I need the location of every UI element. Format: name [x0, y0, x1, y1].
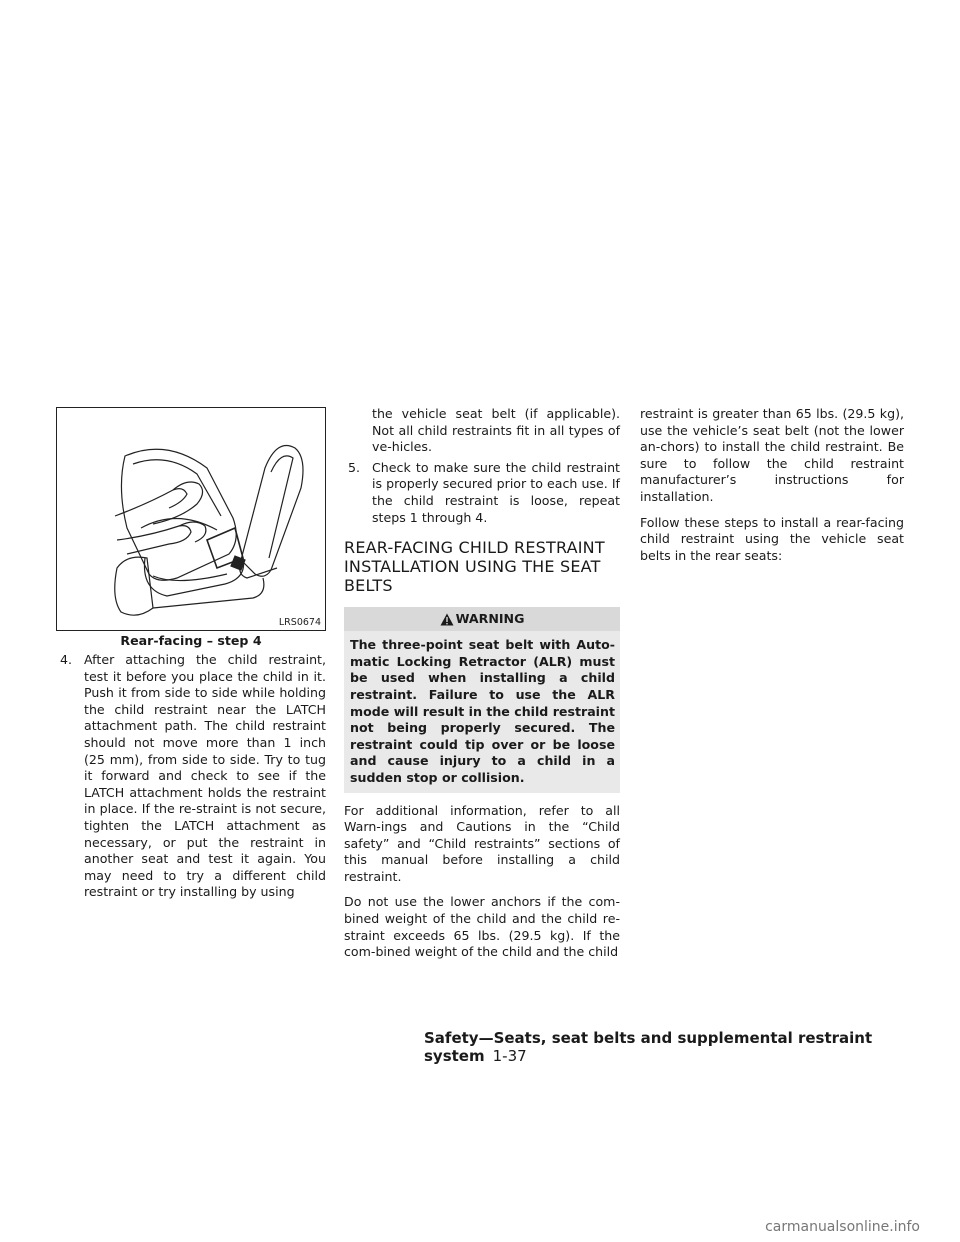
warning-icon: [440, 613, 454, 626]
step-text: After attaching the child restraint, test it before you place the child in it. Push it from side to side while holding the child restraint near the LATCH attachment path. The child restraint should not move more than 1 inch (25 mm), from side to side. Try to tug it forward and check to see if the LATCH attachment holds the restraint in place. If the re-straint is not secure, tighten the LATCH attachment as necessary, or put the restraint in another seat and test it again. You may need to try a different child restraint or try installing by using: [84, 652, 326, 900]
child-seat-illustration: [57, 408, 324, 629]
watermark: carmanualsonline.info: [765, 1219, 920, 1235]
figure-illustration: [56, 407, 326, 631]
step-4-continued: the vehicle seat belt (if applicable). Not all child restraints fit in all types of ve-hicles.: [372, 406, 620, 455]
figure-code: LRS0674: [278, 617, 321, 628]
paragraph: restraint is greater than 65 lbs. (29.5 kg), use the vehicle’s seat belt (not the lower an-chors) to install the child restraint. Be sure to follow the child restraint manufacturer’s instructions for installation.: [640, 406, 904, 504]
step-text: Check to make sure the child restraint is properly secured prior to each use. If the child restraint is loose, repeat steps 1 through 4.: [372, 459, 620, 525]
figure-caption: Rear-facing – step 4: [120, 633, 262, 648]
step-number: 5.: [348, 459, 361, 475]
warning-header: [344, 607, 620, 631]
paragraph: Follow these steps to install a rear-facing child restraint using the vehicle seat belts in the rear seats:: [640, 514, 904, 563]
left-column: [56, 652, 326, 910]
step-number: 4.: [60, 652, 73, 667]
step-4: [56, 652, 326, 901]
page-number: 1-37: [492, 1047, 527, 1065]
warning-title: WARNING: [455, 610, 525, 626]
paragraph: For additional information, refer to all Warn-ings and Cautions in the “Child safety” and “Child restraints” sections of this manual before installing a child restraint.: [344, 802, 620, 884]
warning-text: The three-point seat belt with Auto-matic Locking Retractor (ALR) must be used when installing a child restraint. Failure to use the ALR mode will result in the child restraint not being properly secured. The restraint could tip over or be loose and cause injury to a child in a sudden stop or collision.: [344, 631, 620, 792]
step-5: [344, 460, 620, 526]
section-heading: REAR-FACING CHILD RESTRAINT INSTALLATION USING THE SEAT BELTS: [344, 538, 605, 596]
section-title: Safety—Seats, seat belts and supplemental restraint system: [424, 1029, 873, 1065]
paragraph: Do not use the lower anchors if the com-bined weight of the child and the child re-straint exceeds 65 lbs. (29.5 kg). If the com-bined weight of the child and the child: [344, 894, 620, 960]
middle-column: [344, 406, 620, 970]
page-footer: [424, 1029, 960, 1065]
right-column: [640, 406, 904, 573]
